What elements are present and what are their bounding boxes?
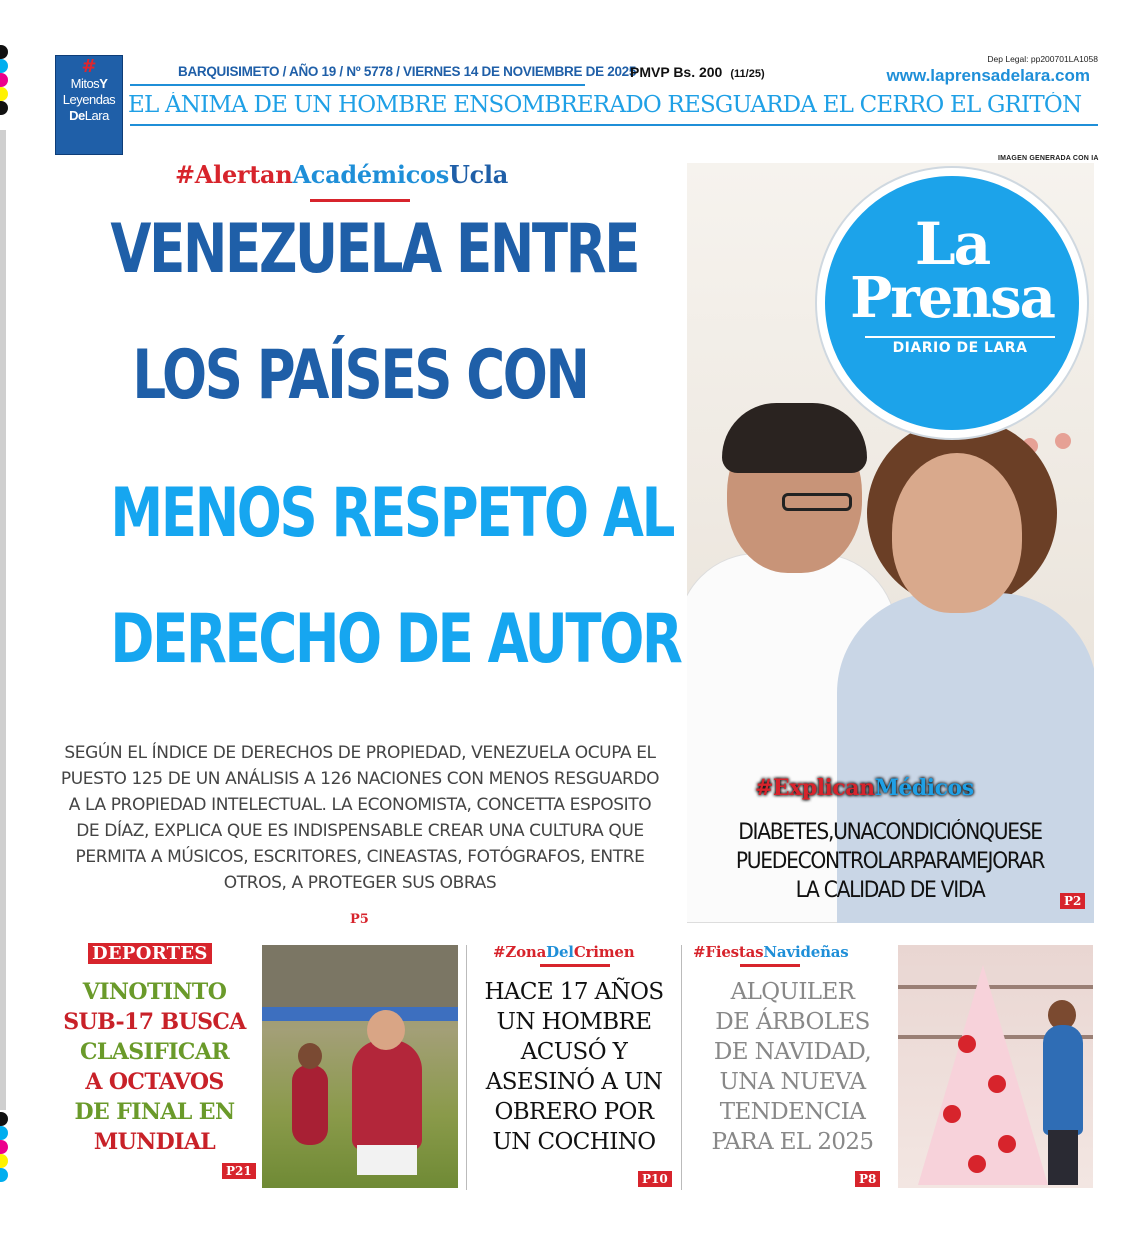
player-head	[298, 1043, 322, 1069]
hashtag-part: #Zona	[493, 943, 547, 961]
headline-line: SUB-17 BUSCA	[63, 1009, 246, 1035]
page-ref-sports[interactable]: P21	[222, 1163, 256, 1179]
hashtag-part: #Fiestas	[693, 943, 764, 961]
player-head	[367, 1010, 405, 1050]
main-hashtag[interactable]	[175, 160, 508, 189]
mitos-lara: Lara	[84, 108, 109, 123]
headline-line: ALQUILER	[730, 979, 855, 1005]
top-story-headline[interactable]: EL ÁNIMA DE UN HOMBRE ENSOMBRERADO RESGUARDA EL CERRO EL GRITÓN	[128, 92, 1082, 118]
column-divider	[681, 945, 682, 1190]
headline-line: HACE 17 AÑOS	[484, 979, 664, 1005]
dateline-rule	[130, 84, 585, 86]
page-ref-xmas[interactable]: P8	[855, 1171, 880, 1187]
soccer-photo[interactable]	[262, 945, 458, 1188]
player-shorts	[357, 1145, 417, 1175]
hashtag-part: Académicos	[292, 160, 449, 189]
hashtag-underline	[540, 964, 610, 967]
player-figure	[352, 1040, 422, 1150]
ia-note: IMAGEN GENERADA CON IA	[998, 155, 1099, 162]
ornament	[988, 1075, 1006, 1093]
crime-headline[interactable]	[474, 977, 674, 1157]
woman-figure	[1043, 1025, 1083, 1135]
logo-subtitle: DIARIO DE LARA	[865, 336, 1055, 356]
logo-prensa: Prensa	[850, 265, 1054, 331]
store-shelf	[898, 985, 1093, 989]
price-code: (11/25)	[730, 68, 765, 80]
page-ref-diabetes[interactable]: P2	[1060, 893, 1085, 909]
headline-line: UNA NUEVA	[719, 1069, 866, 1095]
sports-headline[interactable]	[52, 977, 257, 1157]
headline-line: ASESINÓ A UN	[485, 1069, 663, 1095]
headline-line: CLASIFICAR	[80, 1039, 229, 1065]
headline-line: PUEDECONTROLARPARAMEJORAR	[735, 849, 1045, 874]
stadium-banner	[262, 1007, 458, 1021]
hashtag-part: Ucla	[448, 160, 508, 189]
hashtag-underline	[740, 964, 800, 967]
ornament	[968, 1155, 986, 1173]
section-label-deportes[interactable]: DEPORTES	[88, 943, 212, 964]
headline-line: ACUSÓ Y	[520, 1039, 628, 1065]
main-summary: SEGÚN EL ÍNDICE DE DERECHOS DE PROPIEDAD, VENEZUELA OCUPA EL PUESTO 125 DE UN ANÁLISIS A 126 NACIONES CON MENOS RESGUARDO A LA PROPIEDAD INTELECTUAL. LA ECONOMISTA, CONCETTA ESPOSITO DE DÍAZ, EXPLICA QUE ES INDISPENSABLE CREAR UNA CULTURA QUE PERMITA A MÚSICOS, ESCRITORES, CINEASTAS, FOTÓGRAFOS, ENTRE OTROS, A PROTEGER SUS OBRAS	[60, 743, 660, 893]
doctor-hair	[722, 403, 867, 473]
mitos-leyendas-badge[interactable]	[55, 55, 123, 155]
hashtag-part: Del	[546, 943, 574, 961]
headline-line: UN COCHINO	[492, 1129, 656, 1155]
headline-line: OBRERO POR	[494, 1099, 654, 1125]
crime-hashtag[interactable]	[493, 943, 634, 961]
woman-legs	[1048, 1130, 1078, 1185]
headline-line: VENEZUELA ENTRE	[110, 210, 639, 289]
christmas-tree	[918, 965, 1048, 1185]
page-ref-main[interactable]: P5	[350, 912, 369, 927]
dateline: BARQUISIMETO / AÑO 19 / Nº 5778 / VIERNES 14 DE NOVIEMBRE DE 2025	[178, 64, 637, 79]
mitos-leyendas: Leyendas	[62, 92, 116, 107]
hashtag-underline	[310, 199, 410, 202]
page-ref-crime[interactable]: P10	[638, 1171, 672, 1187]
headline-line: UN HOMBRE	[496, 1009, 652, 1035]
registration-strip	[0, 130, 6, 1110]
hashtag-part: #Explican	[755, 775, 875, 801]
hashtag-part: Crimen	[573, 943, 635, 961]
masthead-rule	[130, 124, 1098, 126]
column-divider	[466, 945, 467, 1190]
wall-decoration	[1055, 433, 1071, 449]
stadium-stand	[262, 945, 458, 1015]
xmas-hashtag[interactable]	[693, 943, 849, 961]
headline-line: DIABETES,UNACONDICIÓNQUESE	[738, 820, 1042, 845]
hashtag-part: #Alertan	[175, 160, 293, 189]
headline-line: DE NAVIDAD,	[713, 1039, 872, 1065]
mitos-de: De	[69, 108, 85, 123]
photo-hashtag[interactable]	[755, 775, 974, 801]
hashtag-part: Navideñas	[763, 943, 849, 961]
headline-line: DE ÁRBOLES	[715, 1009, 870, 1035]
patient-head	[892, 453, 1022, 613]
headline-line: LA CALIDAD DE VIDA	[795, 878, 985, 903]
hashtag-part: Médicos	[874, 775, 974, 801]
xmas-headline[interactable]	[690, 977, 895, 1157]
headline-line: A OCTAVOS	[85, 1069, 224, 1095]
christmas-tree-photo[interactable]	[898, 945, 1093, 1188]
headline-line: MUNDIAL	[93, 1129, 216, 1155]
ornament	[958, 1035, 976, 1053]
website-link[interactable]: www.laprensadelara.com	[886, 66, 1090, 85]
dep-legal: Dep Legal: pp200701LA1058	[987, 54, 1098, 64]
logo-la: La	[914, 210, 990, 278]
la-prensa-logo[interactable]	[817, 168, 1087, 438]
headline-line: DERECHO DE AUTOR	[110, 600, 681, 679]
registration-marks-bottom	[0, 1112, 8, 1182]
headline-line: MENOS RESPETO AL	[110, 474, 674, 553]
headline-line: LOS PAÍSES CON	[132, 336, 588, 415]
glasses-icon	[782, 493, 852, 511]
registration-marks-top	[0, 45, 8, 115]
headline-line: TENDENCIA	[719, 1099, 866, 1125]
price	[630, 64, 765, 80]
headline-line: PARA EL 2025	[711, 1129, 874, 1155]
ornament	[998, 1135, 1016, 1153]
mitos-hash: #	[81, 56, 97, 77]
diabetes-headline[interactable]	[715, 818, 1065, 905]
doctor-photo[interactable]	[687, 163, 1094, 923]
mitos-y: Y	[99, 76, 108, 91]
headline-line: VINOTINTO	[82, 979, 227, 1005]
price-value: PMVP Bs. 200	[630, 64, 723, 80]
mitos-word: Mitos	[70, 76, 100, 91]
ornament	[943, 1105, 961, 1123]
headline-line: DE FINAL EN	[74, 1099, 235, 1125]
player-figure	[292, 1065, 328, 1145]
